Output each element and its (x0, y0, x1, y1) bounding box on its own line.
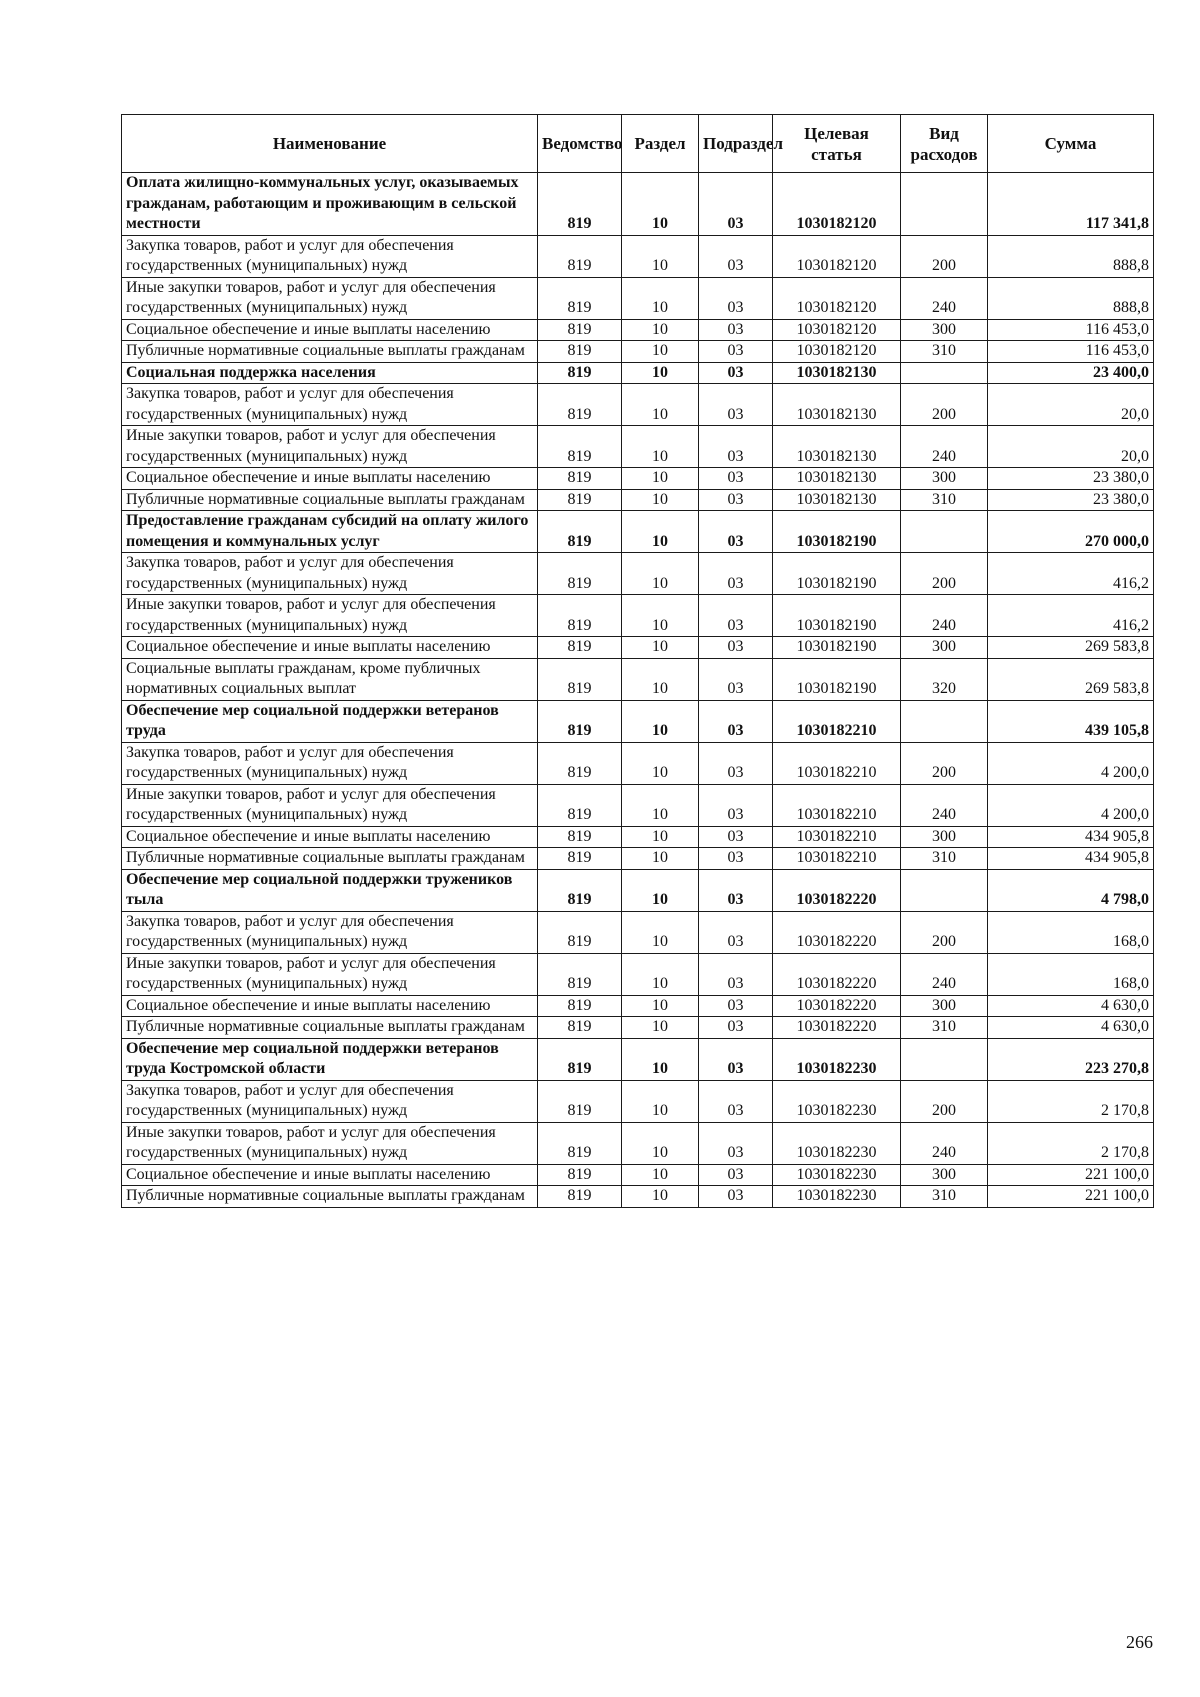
cell-expense-type: 200 (901, 911, 988, 953)
cell-amount: 439 105,8 (988, 700, 1154, 742)
header-department: Ведомство (538, 115, 622, 173)
cell-section: 10 (622, 848, 699, 870)
cell-section: 10 (622, 511, 699, 553)
table-row (122, 953, 1154, 995)
table-row (122, 426, 1154, 468)
cell-section: 10 (622, 341, 699, 363)
cell-department: 819 (538, 341, 622, 363)
cell-subsection: 03 (699, 658, 773, 700)
cell-target-item: 1030182210 (773, 826, 901, 848)
table-body (122, 173, 1154, 1208)
cell-section: 10 (622, 489, 699, 511)
cell-subsection: 03 (699, 911, 773, 953)
cell-section: 10 (622, 384, 699, 426)
cell-expense-type: 200 (901, 1080, 988, 1122)
cell-target-item: 1030182230 (773, 1080, 901, 1122)
cell-section: 10 (622, 1080, 699, 1122)
cell-target-item: 1030182130 (773, 362, 901, 384)
table-row (122, 742, 1154, 784)
cell-amount: 168,0 (988, 953, 1154, 995)
cell-expense-type: 240 (901, 595, 988, 637)
cell-expense-type: 200 (901, 235, 988, 277)
cell-department: 819 (538, 953, 622, 995)
cell-subsection: 03 (699, 1080, 773, 1122)
cell-subsection: 03 (699, 595, 773, 637)
cell-department: 819 (538, 658, 622, 700)
cell-subsection: 03 (699, 953, 773, 995)
cell-expense-type: 300 (901, 826, 988, 848)
cell-name: Социальное обеспечение и иные выплаты населению (122, 319, 538, 341)
cell-expense-type: 240 (901, 953, 988, 995)
cell-department: 819 (538, 235, 622, 277)
cell-name: Социальное обеспечение и иные выплаты населению (122, 637, 538, 659)
cell-name: Предоставление гражданам субсидий на оплату жилого помещения и коммунальных услуг (122, 511, 538, 553)
cell-expense-type: 300 (901, 319, 988, 341)
cell-subsection: 03 (699, 1122, 773, 1164)
cell-section: 10 (622, 869, 699, 911)
table-row (122, 848, 1154, 870)
budget-table (121, 114, 1154, 1208)
cell-name: Публичные нормативные социальные выплаты гражданам (122, 1186, 538, 1208)
cell-subsection: 03 (699, 384, 773, 426)
cell-subsection: 03 (699, 742, 773, 784)
cell-department: 819 (538, 848, 622, 870)
cell-department: 819 (538, 700, 622, 742)
table-row (122, 826, 1154, 848)
cell-department: 819 (538, 1038, 622, 1080)
cell-section: 10 (622, 595, 699, 637)
table-row (122, 595, 1154, 637)
cell-section: 10 (622, 1122, 699, 1164)
cell-amount: 434 905,8 (988, 848, 1154, 870)
cell-amount: 270 000,0 (988, 511, 1154, 553)
cell-name: Иные закупки товаров, работ и услуг для обеспечения государственных (муниципальных) нужд (122, 426, 538, 468)
cell-target-item: 1030182220 (773, 995, 901, 1017)
cell-amount: 23 380,0 (988, 468, 1154, 490)
cell-department: 819 (538, 319, 622, 341)
table-row (122, 235, 1154, 277)
cell-subsection: 03 (699, 489, 773, 511)
page-number: 266 (1126, 1632, 1153, 1652)
table-row (122, 319, 1154, 341)
cell-name: Иные закупки товаров, работ и услуг для обеспечения государственных (муниципальных) нужд (122, 953, 538, 995)
cell-target-item: 1030182130 (773, 384, 901, 426)
cell-amount: 221 100,0 (988, 1186, 1154, 1208)
cell-expense-type: 310 (901, 1017, 988, 1039)
cell-target-item: 1030182210 (773, 848, 901, 870)
cell-name: Оплата жилищно-коммунальных услуг, оказываемых гражданам, работающим и проживающим в сельской местности (122, 173, 538, 236)
cell-expense-type (901, 869, 988, 911)
table-row-group (122, 511, 1154, 553)
cell-target-item: 1030182190 (773, 511, 901, 553)
cell-subsection: 03 (699, 700, 773, 742)
cell-section: 10 (622, 1038, 699, 1080)
cell-section: 10 (622, 953, 699, 995)
cell-expense-type: 320 (901, 658, 988, 700)
cell-amount: 117 341,8 (988, 173, 1154, 236)
cell-amount: 2 170,8 (988, 1080, 1154, 1122)
cell-amount: 434 905,8 (988, 826, 1154, 848)
cell-target-item: 1030182130 (773, 468, 901, 490)
table-row (122, 637, 1154, 659)
table-row (122, 658, 1154, 700)
cell-section: 10 (622, 173, 699, 236)
cell-subsection: 03 (699, 553, 773, 595)
cell-department: 819 (538, 1017, 622, 1039)
cell-amount: 20,0 (988, 426, 1154, 468)
cell-name: Иные закупки товаров, работ и услуг для обеспечения государственных (муниципальных) нужд (122, 595, 538, 637)
cell-department: 819 (538, 826, 622, 848)
header-expense-type: Вид расходов (901, 115, 988, 173)
cell-name: Социальные выплаты гражданам, кроме публичных нормативных социальных выплат (122, 658, 538, 700)
cell-department: 819 (538, 277, 622, 319)
cell-expense-type (901, 511, 988, 553)
table-row (122, 1017, 1154, 1039)
cell-subsection: 03 (699, 173, 773, 236)
cell-section: 10 (622, 658, 699, 700)
header-amount: Сумма (988, 115, 1154, 173)
cell-amount: 4 200,0 (988, 742, 1154, 784)
cell-section: 10 (622, 1164, 699, 1186)
cell-amount: 4 630,0 (988, 1017, 1154, 1039)
cell-department: 819 (538, 995, 622, 1017)
cell-department: 819 (538, 1164, 622, 1186)
cell-department: 819 (538, 911, 622, 953)
table-row (122, 384, 1154, 426)
table-row (122, 468, 1154, 490)
table-row (122, 277, 1154, 319)
cell-name: Публичные нормативные социальные выплаты гражданам (122, 848, 538, 870)
cell-subsection: 03 (699, 277, 773, 319)
cell-name: Публичные нормативные социальные выплаты гражданам (122, 341, 538, 363)
cell-amount: 20,0 (988, 384, 1154, 426)
cell-target-item: 1030182190 (773, 658, 901, 700)
cell-department: 819 (538, 553, 622, 595)
cell-target-item: 1030182210 (773, 784, 901, 826)
cell-section: 10 (622, 553, 699, 595)
cell-name: Обеспечение мер социальной поддержки ветеранов труда Костромской области (122, 1038, 538, 1080)
table-header (122, 115, 1154, 173)
table-row (122, 553, 1154, 595)
cell-expense-type: 300 (901, 1164, 988, 1186)
cell-name: Обеспечение мер социальной поддержки ветеранов труда (122, 700, 538, 742)
cell-amount: 4 630,0 (988, 995, 1154, 1017)
cell-name: Социальное обеспечение и иные выплаты населению (122, 995, 538, 1017)
cell-amount: 223 270,8 (988, 1038, 1154, 1080)
cell-amount: 2 170,8 (988, 1122, 1154, 1164)
header-subsection: Подраздел (699, 115, 773, 173)
cell-department: 819 (538, 637, 622, 659)
cell-target-item: 1030182230 (773, 1164, 901, 1186)
cell-target-item: 1030182210 (773, 700, 901, 742)
cell-name: Обеспечение мер социальной поддержки тружеников тыла (122, 869, 538, 911)
cell-department: 819 (538, 1186, 622, 1208)
cell-expense-type: 310 (901, 341, 988, 363)
table-row (122, 995, 1154, 1017)
cell-name: Социальное обеспечение и иные выплаты населению (122, 1164, 538, 1186)
table-row-group (122, 362, 1154, 384)
cell-expense-type: 240 (901, 426, 988, 468)
cell-target-item: 1030182120 (773, 173, 901, 236)
cell-expense-type (901, 700, 988, 742)
cell-target-item: 1030182230 (773, 1122, 901, 1164)
cell-amount: 4 798,0 (988, 869, 1154, 911)
cell-subsection: 03 (699, 341, 773, 363)
cell-section: 10 (622, 784, 699, 826)
cell-name: Закупка товаров, работ и услуг для обеспечения государственных (муниципальных) нужд (122, 742, 538, 784)
cell-expense-type (901, 173, 988, 236)
cell-subsection: 03 (699, 1017, 773, 1039)
cell-target-item: 1030182190 (773, 595, 901, 637)
cell-amount: 269 583,8 (988, 658, 1154, 700)
cell-expense-type (901, 1038, 988, 1080)
cell-name: Публичные нормативные социальные выплаты гражданам (122, 489, 538, 511)
table-row-group (122, 869, 1154, 911)
cell-name: Социальная поддержка населения (122, 362, 538, 384)
cell-section: 10 (622, 911, 699, 953)
cell-section: 10 (622, 1017, 699, 1039)
cell-target-item: 1030182190 (773, 637, 901, 659)
cell-subsection: 03 (699, 468, 773, 490)
cell-department: 819 (538, 1080, 622, 1122)
cell-amount: 168,0 (988, 911, 1154, 953)
cell-department: 819 (538, 384, 622, 426)
cell-target-item: 1030182120 (773, 341, 901, 363)
cell-subsection: 03 (699, 995, 773, 1017)
cell-target-item: 1030182230 (773, 1186, 901, 1208)
cell-expense-type: 310 (901, 489, 988, 511)
cell-expense-type: 300 (901, 468, 988, 490)
cell-section: 10 (622, 468, 699, 490)
cell-section: 10 (622, 319, 699, 341)
cell-subsection: 03 (699, 848, 773, 870)
cell-target-item: 1030182220 (773, 911, 901, 953)
header-section: Раздел (622, 115, 699, 173)
cell-expense-type: 240 (901, 784, 988, 826)
cell-amount: 23 400,0 (988, 362, 1154, 384)
cell-subsection: 03 (699, 362, 773, 384)
cell-department: 819 (538, 1122, 622, 1164)
cell-department: 819 (538, 173, 622, 236)
cell-department: 819 (538, 362, 622, 384)
cell-section: 10 (622, 995, 699, 1017)
cell-section: 10 (622, 235, 699, 277)
cell-expense-type: 200 (901, 384, 988, 426)
cell-target-item: 1030182120 (773, 277, 901, 319)
cell-target-item: 1030182120 (773, 319, 901, 341)
cell-name: Публичные нормативные социальные выплаты гражданам (122, 1017, 538, 1039)
table-row (122, 911, 1154, 953)
cell-amount: 888,8 (988, 277, 1154, 319)
cell-name: Закупка товаров, работ и услуг для обеспечения государственных (муниципальных) нужд (122, 553, 538, 595)
cell-target-item: 1030182220 (773, 1017, 901, 1039)
cell-expense-type (901, 362, 988, 384)
cell-amount: 116 453,0 (988, 341, 1154, 363)
cell-expense-type: 200 (901, 742, 988, 784)
table-row (122, 1164, 1154, 1186)
cell-subsection: 03 (699, 869, 773, 911)
cell-name: Закупка товаров, работ и услуг для обеспечения государственных (муниципальных) нужд (122, 235, 538, 277)
cell-name: Социальное обеспечение и иные выплаты населению (122, 468, 538, 490)
cell-expense-type: 300 (901, 637, 988, 659)
cell-subsection: 03 (699, 1164, 773, 1186)
cell-amount: 269 583,8 (988, 637, 1154, 659)
cell-subsection: 03 (699, 1038, 773, 1080)
cell-name: Закупка товаров, работ и услуг для обеспечения государственных (муниципальных) нужд (122, 384, 538, 426)
table-row (122, 1122, 1154, 1164)
cell-subsection: 03 (699, 826, 773, 848)
table-row (122, 1080, 1154, 1122)
cell-expense-type: 300 (901, 995, 988, 1017)
cell-expense-type: 200 (901, 553, 988, 595)
cell-department: 819 (538, 489, 622, 511)
cell-subsection: 03 (699, 784, 773, 826)
cell-subsection: 03 (699, 511, 773, 553)
cell-section: 10 (622, 826, 699, 848)
cell-amount: 4 200,0 (988, 784, 1154, 826)
cell-expense-type: 240 (901, 277, 988, 319)
cell-expense-type: 310 (901, 848, 988, 870)
cell-department: 819 (538, 595, 622, 637)
cell-amount: 888,8 (988, 235, 1154, 277)
cell-subsection: 03 (699, 319, 773, 341)
cell-section: 10 (622, 362, 699, 384)
cell-target-item: 1030182130 (773, 489, 901, 511)
cell-name: Иные закупки товаров, работ и услуг для обеспечения государственных (муниципальных) нужд (122, 1122, 538, 1164)
cell-section: 10 (622, 700, 699, 742)
cell-department: 819 (538, 468, 622, 490)
table-row-group (122, 173, 1154, 236)
cell-target-item: 1030182210 (773, 742, 901, 784)
cell-name: Закупка товаров, работ и услуг для обеспечения государственных (муниципальных) нужд (122, 1080, 538, 1122)
table-row (122, 341, 1154, 363)
cell-amount: 221 100,0 (988, 1164, 1154, 1186)
table-row-group (122, 1038, 1154, 1080)
cell-subsection: 03 (699, 1186, 773, 1208)
cell-target-item: 1030182220 (773, 869, 901, 911)
cell-amount: 23 380,0 (988, 489, 1154, 511)
table-row (122, 1186, 1154, 1208)
cell-amount: 416,2 (988, 595, 1154, 637)
table-row (122, 784, 1154, 826)
cell-section: 10 (622, 1186, 699, 1208)
cell-expense-type: 240 (901, 1122, 988, 1164)
cell-name: Иные закупки товаров, работ и услуг для обеспечения государственных (муниципальных) нужд (122, 277, 538, 319)
cell-subsection: 03 (699, 426, 773, 468)
header-name: Наименование (122, 115, 538, 173)
cell-target-item: 1030182230 (773, 1038, 901, 1080)
cell-amount: 416,2 (988, 553, 1154, 595)
table-row-group (122, 700, 1154, 742)
cell-section: 10 (622, 742, 699, 784)
cell-amount: 116 453,0 (988, 319, 1154, 341)
cell-section: 10 (622, 426, 699, 468)
cell-department: 819 (538, 869, 622, 911)
table-row (122, 489, 1154, 511)
cell-name: Социальное обеспечение и иные выплаты населению (122, 826, 538, 848)
header-target-item: Целевая статья (773, 115, 901, 173)
cell-target-item: 1030182190 (773, 553, 901, 595)
cell-target-item: 1030182120 (773, 235, 901, 277)
cell-department: 819 (538, 784, 622, 826)
cell-section: 10 (622, 277, 699, 319)
cell-name: Закупка товаров, работ и услуг для обеспечения государственных (муниципальных) нужд (122, 911, 538, 953)
cell-subsection: 03 (699, 235, 773, 277)
cell-section: 10 (622, 637, 699, 659)
cell-name: Иные закупки товаров, работ и услуг для обеспечения государственных (муниципальных) нужд (122, 784, 538, 826)
header-row (122, 115, 1154, 173)
cell-department: 819 (538, 511, 622, 553)
cell-target-item: 1030182130 (773, 426, 901, 468)
cell-department: 819 (538, 742, 622, 784)
cell-subsection: 03 (699, 637, 773, 659)
cell-expense-type: 310 (901, 1186, 988, 1208)
cell-department: 819 (538, 426, 622, 468)
cell-target-item: 1030182220 (773, 953, 901, 995)
